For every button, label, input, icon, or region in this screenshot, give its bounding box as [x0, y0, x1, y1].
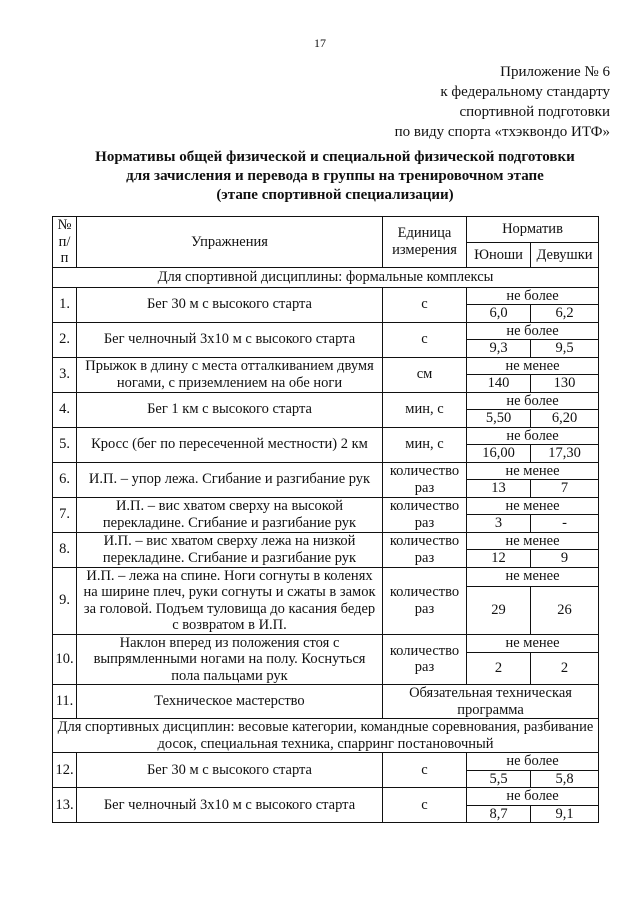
header-boys: Юноши	[467, 243, 531, 267]
appendix-line: к федеральному стандарту	[440, 84, 610, 100]
header-num: № п/п	[53, 217, 77, 268]
girls-value: 130	[531, 375, 599, 393]
unit-cell: с	[383, 753, 467, 788]
girls-value: 5,8	[531, 770, 599, 788]
exercise-cell: Техническое мастерство	[77, 685, 383, 719]
page-number: 17	[314, 36, 326, 50]
row-number: 5.	[53, 427, 77, 462]
row-number: 1.	[53, 287, 77, 322]
unit-cell: количество раз	[383, 462, 467, 497]
technical-program-cell: Обязательная техническая программа	[383, 685, 599, 719]
unit-cell: количество раз	[383, 497, 467, 532]
appendix-note	[395, 62, 610, 142]
unit-cell: с	[383, 788, 467, 823]
header-unit: Единица измерения	[383, 217, 467, 268]
boys-value: 5,50	[467, 410, 531, 428]
girls-value: 17,30	[531, 445, 599, 463]
norm-condition: не более	[467, 392, 599, 410]
exercise-cell: Бег 30 м с высокого старта	[77, 753, 383, 788]
norm-condition: не более	[467, 788, 599, 806]
unit-cell: количество раз	[383, 567, 467, 634]
unit-cell: количество раз	[383, 532, 467, 567]
row-number: 2.	[53, 322, 77, 357]
norm-condition: не более	[467, 322, 599, 340]
header-exercise: Упражнения	[77, 217, 383, 268]
exercise-cell: И.П. – вис хватом сверху лежа на низкой перекладине. Сгибание и разгибание рук	[77, 532, 383, 567]
boys-value: 29	[467, 586, 531, 634]
girls-value: 26	[531, 586, 599, 634]
unit-cell: см	[383, 357, 467, 392]
norm-condition: не менее	[467, 462, 599, 480]
row-number: 7.	[53, 497, 77, 532]
row-number: 11.	[53, 685, 77, 719]
title-line: для зачисления и перевода в группы на тренировочном этапе	[126, 168, 544, 184]
exercise-cell: И.П. – лежа на спине. Ноги согнуты в коленях на ширине плеч, руки согнуты и сжаты в замок за головой. Подъем туловища до касания бедер с возвратом в И.П.	[77, 567, 383, 634]
row-number: 8.	[53, 532, 77, 567]
girls-value: 7	[531, 480, 599, 498]
appendix-line: по виду спорта «тхэквондо ИТФ»	[394, 124, 610, 140]
girls-value: 2	[531, 652, 599, 684]
girls-value: 9,5	[531, 340, 599, 358]
exercise-cell: Прыжок в длину с места отталкиванием двумя ногами, с приземлением на обе ноги	[77, 357, 383, 392]
row-number: 10.	[53, 634, 77, 685]
appendix-line: спортивной подготовки	[459, 104, 610, 120]
unit-cell: мин, с	[383, 427, 467, 462]
boys-value: 9,3	[467, 340, 531, 358]
exercise-cell: Наклон вперед из положения стоя с выпрямленными ногами на полу. Коснуться пола пальцами рук	[77, 634, 383, 685]
exercise-cell: Бег 1 км с высокого старта	[77, 392, 383, 427]
norm-condition: не менее	[467, 567, 599, 586]
norm-condition: не более	[467, 427, 599, 445]
boys-value: 12	[467, 550, 531, 568]
girls-value: 6,2	[531, 305, 599, 323]
unit-cell: с	[383, 322, 467, 357]
exercise-cell: Кросс (бег по пересеченной местности) 2 км	[77, 427, 383, 462]
boys-value: 2	[467, 652, 531, 684]
unit-cell: с	[383, 287, 467, 322]
boys-value: 3	[467, 515, 531, 533]
girls-value: 9	[531, 550, 599, 568]
section-heading: Для спортивных дисциплин: весовые категории, командные соревнования, разбивание досок, специальная техника, спарринг постановочный	[53, 719, 599, 753]
boys-value: 16,00	[467, 445, 531, 463]
girls-value: -	[531, 515, 599, 533]
row-number: 6.	[53, 462, 77, 497]
title-line: (этапе спортивной специализации)	[216, 187, 454, 203]
girls-value: 6,20	[531, 410, 599, 428]
girls-value: 9,1	[531, 805, 599, 823]
boys-value: 6,0	[467, 305, 531, 323]
exercise-cell: Бег челночный 3х10 м с высокого старта	[77, 322, 383, 357]
row-number: 3.	[53, 357, 77, 392]
norm-condition: не более	[467, 753, 599, 771]
unit-cell: мин, с	[383, 392, 467, 427]
boys-value: 13	[467, 480, 531, 498]
norm-condition: не менее	[467, 532, 599, 550]
unit-cell: количество раз	[383, 634, 467, 685]
boys-value: 140	[467, 375, 531, 393]
norm-condition: не менее	[467, 357, 599, 375]
header-norm: Норматив	[467, 217, 599, 243]
row-number: 4.	[53, 392, 77, 427]
norm-condition: не более	[467, 287, 599, 305]
row-number: 13.	[53, 788, 77, 823]
section-heading: Для спортивной дисциплины: формальные комплексы	[53, 267, 599, 287]
boys-value: 5,5	[467, 770, 531, 788]
norms-table	[52, 216, 599, 823]
title-line: Нормативы общей физической и специальной физической подготовки	[95, 149, 575, 165]
row-number: 9.	[53, 567, 77, 634]
norm-condition: не менее	[467, 497, 599, 515]
exercise-cell: И.П. – вис хватом сверху на высокой перекладине. Сгибание и разгибание рук	[77, 497, 383, 532]
norm-condition: не менее	[467, 634, 599, 652]
boys-value: 8,7	[467, 805, 531, 823]
document-title	[60, 148, 610, 205]
header-girls: Девушки	[531, 243, 599, 267]
row-number: 12.	[53, 753, 77, 788]
appendix-line: Приложение № 6	[500, 64, 610, 80]
exercise-cell: Бег 30 м с высокого старта	[77, 287, 383, 322]
exercise-cell: Бег челночный 3х10 м с высокого старта	[77, 788, 383, 823]
exercise-cell: И.П. – упор лежа. Сгибание и разгибание рук	[77, 462, 383, 497]
